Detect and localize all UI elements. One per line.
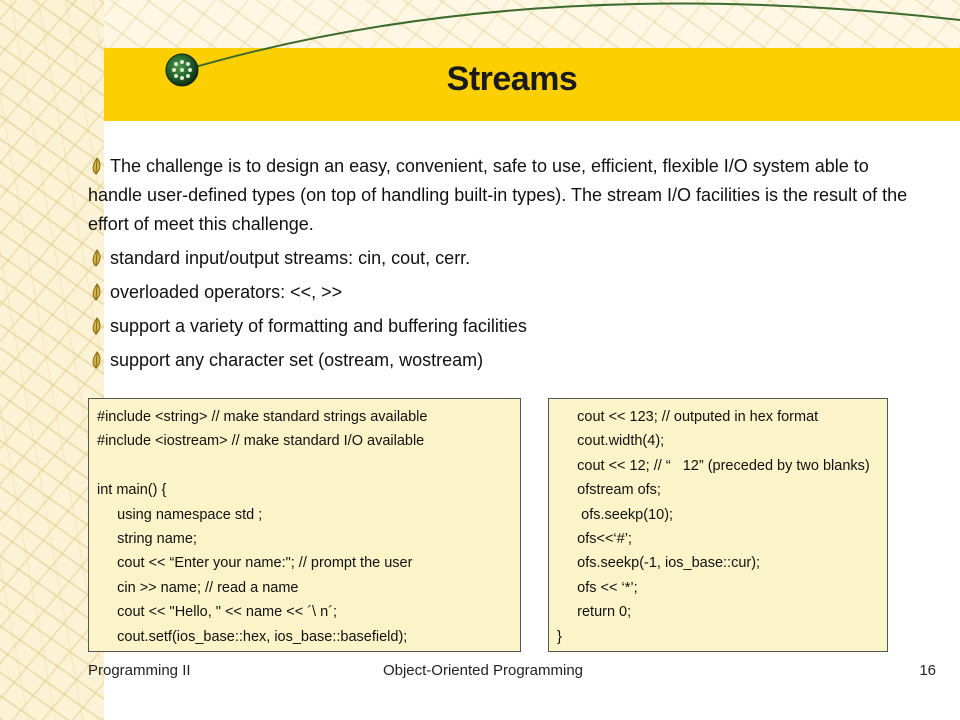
bee-bullet-icon [88,156,106,176]
bee-bullet-icon [88,248,106,268]
code-line: int main() { [97,482,167,499]
bee-bullet-icon [88,316,106,336]
code-line: ofs<<‘#’; [557,530,632,547]
code-line: #include <iostream> // make standard I/O available [97,433,425,450]
bee-bullet-icon [88,350,106,370]
slide-title: Streams [446,60,578,98]
code-line: cout << 123; // outputed in hex format [557,409,819,425]
code-line [89,454,520,478]
footer-subject: Object-Oriented Programming [382,662,584,679]
bullet-text: overloaded operators: <<, >> [110,282,343,302]
code-line: return 0; [557,604,632,621]
bullet-item [88,312,908,341]
bullet-item [88,244,908,273]
slide-number: 16 [919,662,936,679]
bullet-item [88,346,908,375]
bullet-text: standard input/output streams: cin, cout, cerr. [110,248,471,268]
code-line: ofstream ofs; [557,482,661,499]
code-line: cout << 12; // “ 12” (preceded by two blanks) [557,457,870,474]
bullet-text: support a variety of formatting and buffering facilities [110,316,527,336]
code-line: ofs.seekp(-1, ios_base::cur); [557,555,761,572]
code-line: ofs << ‘*’; [557,579,638,596]
code-line: cout << "Hello, " << name << ´\ n´; [97,604,338,621]
code-line: } [557,628,562,645]
bee-bullet-icon [88,282,106,302]
code-line: cout.setf(ios_base::hex, ios_base::basefield); [97,628,408,645]
code-line: cin >> name; // read a name [97,579,299,596]
code-line: #include <string> // make standard strings available [97,409,428,425]
bullet-text: The challenge is to design an easy, convenient, safe to use, efficient, flexible I/O system able to handle user-defined types (on top of handling built-in types). The stream I/O facilities is the result of the effort of meet this challenge. [88,156,908,234]
code-box-right [548,398,888,652]
code-line: cout.width(4); [557,433,665,450]
footer-course: Programming II [88,662,191,679]
code-line: cout << “Enter your name:"; // prompt the user [97,555,413,572]
slide-footer [88,662,936,684]
bullet-item [88,278,908,307]
top-decorative-strip [104,0,960,48]
code-line: ofs.seekp(10); [557,506,674,523]
code-line: using namespace std ; [97,506,263,523]
code-line: string name; [97,530,197,547]
bullet-list [88,152,908,380]
code-box-left [88,398,521,652]
bullet-text: support any character set (ostream, wostream) [110,350,484,370]
bullet-item [88,152,908,239]
